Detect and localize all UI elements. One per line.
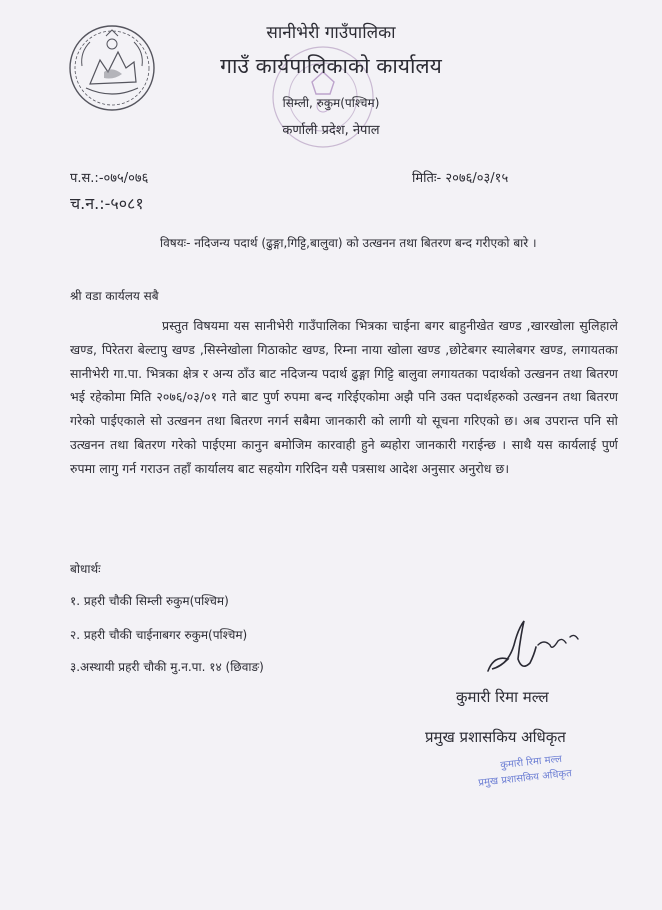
dispatch-number: च.न.:-५०८१ — [70, 194, 144, 213]
letter-subject: विषयः- नदिजन्य पदार्थ (ढुङ्गा,गिट्टि,बालुवा) को उत्खनन तथा बितरण बन्द गरीएको बारे । — [160, 236, 537, 250]
signature — [478, 615, 588, 681]
office-location: सिम्ली, रुकुम(पश्चिम) — [282, 96, 380, 110]
cc-label: बोधार्थः — [70, 562, 101, 576]
province-name: कर्णाली प्रदेश, नेपाल — [282, 123, 380, 138]
title-stamp-line: प्रमुख प्रशासकिय अधिकृत — [477, 768, 573, 789]
letter-date: मितिः- २०७६/०३/१५ — [412, 171, 509, 186]
municipality-name: सानीभेरी गाउँपालिका — [266, 23, 396, 43]
cc-item: २. प्रहरी चौकी चाईनाबगर रुकुम(पश्चिम) — [70, 628, 248, 642]
letter-addressee: श्री वडा कार्यलय सबै — [70, 289, 159, 303]
cc-item: ३.अस्थायी प्रहरी चौकी मु.न.पा. १४ (छिवाङ) — [70, 660, 264, 674]
name-stamp-line: कुमारी रिमा मल्ल — [499, 753, 563, 772]
letter-body: प्रस्तुत विषयमा यस सानीभेरी गाउँपालिका भित्रका चाईना बगर बाहुनीखेत खण्ड ,खारखोला सुलिहाले खण्ड, पिरेतरा बेल्टापु खण्ड ,सिस्नेखोला गिठाकोट खण्ड, रिम्ना नाया खोला खण्ड ,छोटेबगर स्यालेबगर खण्ड, लगायतका सानीभेरी गा.पा. भित्रका क्षेत्र र अन्य ठाँउ बाट नदिजन्य पदार्थ ढुङ्गा गिट्टि बालुवा लगायतका पदार्थको उत्खनन तथा बितरण भई रहेकोमा मिति २०७६/०३/०१ गते बाट पुर्ण रुपमा बन्द गरिईएकोमा अझै पनि उक्त पदार्थहरुको उत्खनन तथा बितरण गरेको पाईएकाले सो उत्खनन तथा बितरण नगर्न सबैमा जानकारी को लागी यो सूचना गरिएको छ। अब उपरान्त पनि सो उत्खनन तथा बितरण गरेको पाईएमा कानुन बमोजिम कारवाही हुने ब्यहोरा जानकारी गराईन्छ । साथै यस कार्यलाई पुर्ण रुपमा लागु गर्न गराउन तहाँ कार्यालय बाट सहयोग गरिदिन यसै पत्रसाथ आदेश अनुसार अनुरोध छ। — [70, 318, 618, 476]
signatory-name: कुमारी रिमा मल्ल — [456, 688, 549, 706]
cc-item: १. प्रहरी चौकी सिम्ली रुकुम(पश्चिम) — [70, 594, 229, 608]
office-name: गाउँ कार्यपालिकाको कार्यालय — [220, 54, 442, 78]
reference-number: प.स.:-०७५/०७६ — [70, 171, 149, 186]
signatory-title: प्रमुख प्रशासकिय अधिकृत — [425, 728, 566, 746]
